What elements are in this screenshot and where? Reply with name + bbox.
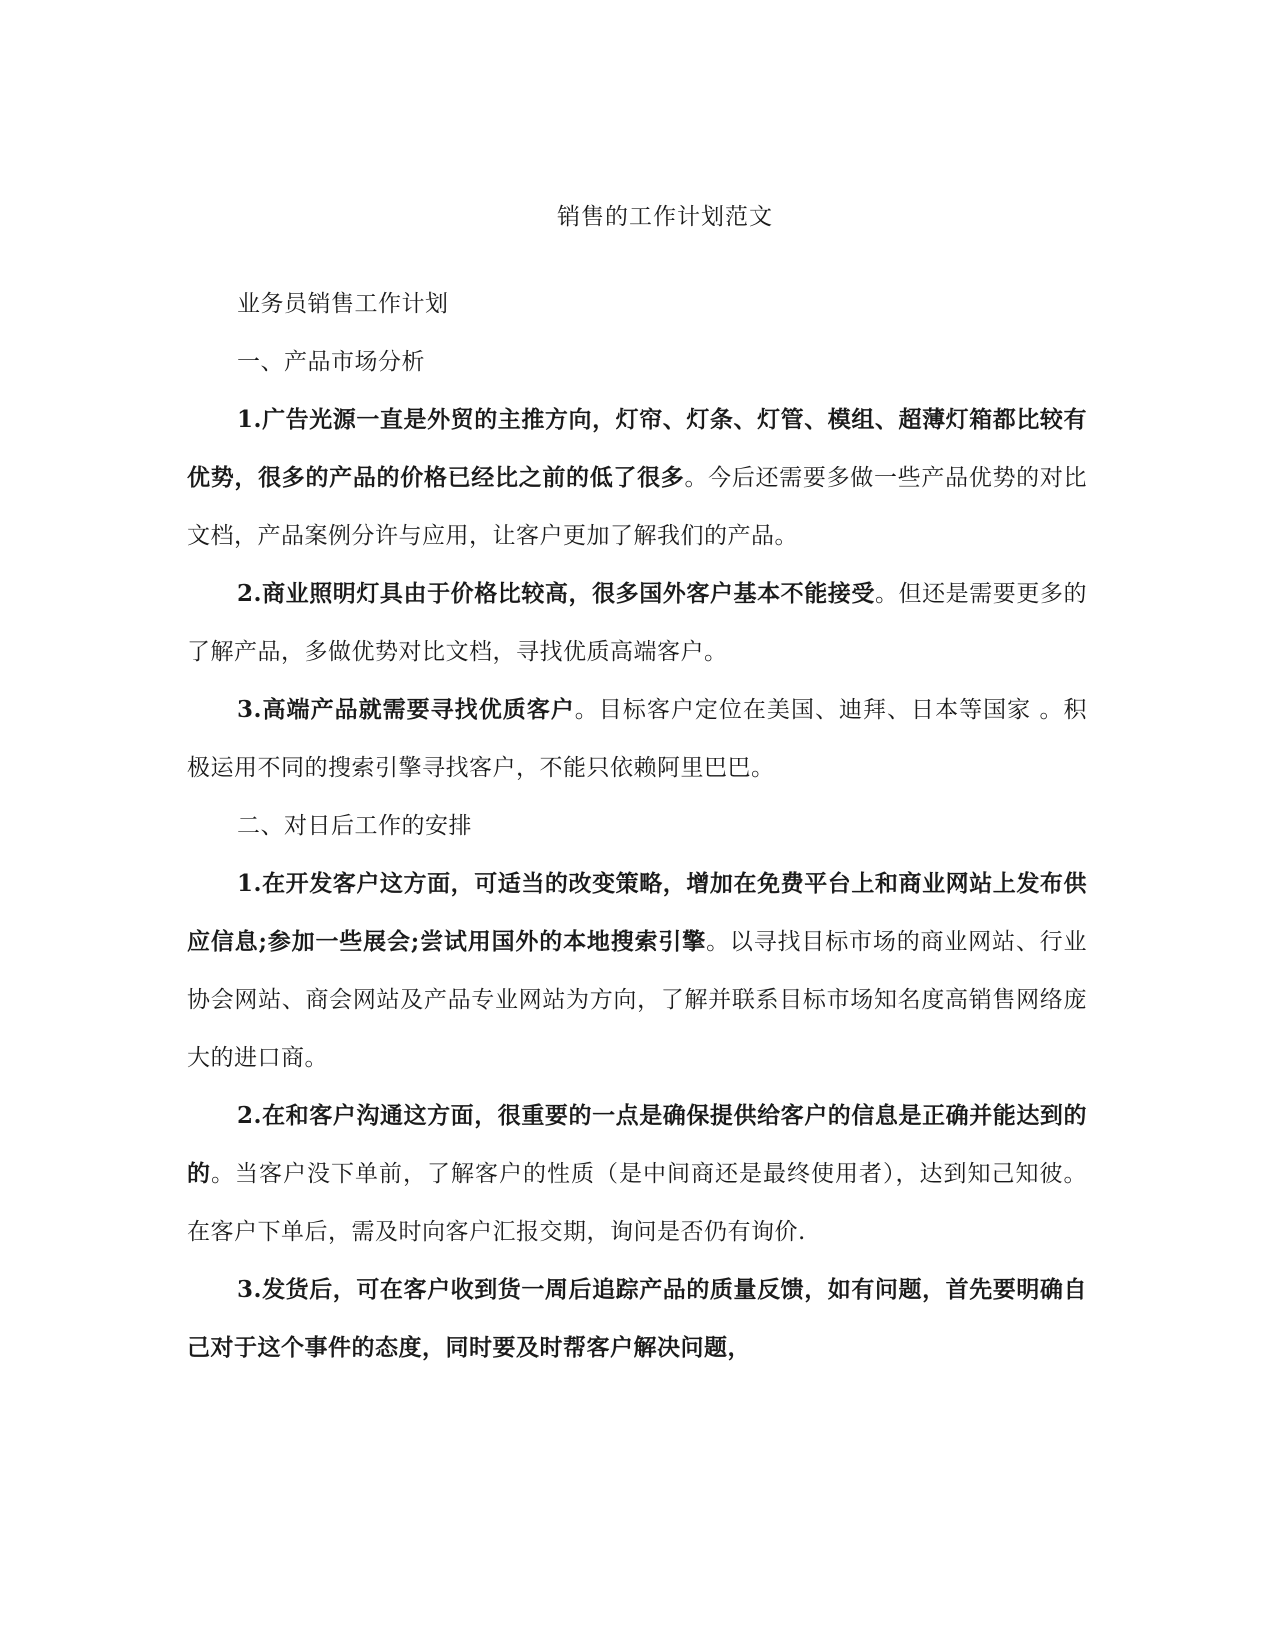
paragraph-2-text: 。但还是需要更多的了解产品，多做优势对比文档，寻找优质高端客户。 <box>187 581 1088 665</box>
paragraph-5 <box>187 1087 1087 1261</box>
section-heading-1-text: 一、产品市场分析 <box>237 349 425 375</box>
document-body <box>187 275 1087 1377</box>
paragraph-1-text: 。今后还需要多做一些产品优势的对比文档，产品案例分许与应用，让客户更加了解我们的产品。 <box>187 465 1088 549</box>
paragraph-4 <box>187 855 1087 1087</box>
paragraph-6 <box>187 1261 1087 1377</box>
paragraph-3-bold: 3.高端产品就需要寻找优质客户 <box>237 696 575 723</box>
paragraph-2 <box>187 565 1087 681</box>
section-heading-2 <box>187 797 1087 855</box>
paragraph-6-bold: 3.发货后，可在客户收到货一周后追踪产品的质量反馈，如有问题，首先要明确自己对于这个事件的态度，同时要及时帮客户解决问题， <box>187 1276 1087 1361</box>
section-heading-2-text: 二、对日后工作的安排 <box>237 813 472 839</box>
paragraph-3 <box>187 681 1087 797</box>
paragraph-4-text: 。以寻找目标市场的商业网站、行业协会网站、商会网站及产品专业网站为方向，了解并联系目标市场知名度高销售网络庞大的进口商。 <box>187 929 1088 1071</box>
paragraph-5-text: 。当客户没下单前，了解客户的性质（是中间商还是最终使用者），达到知己知彼。在客户下单后，需及时向客户汇报交期，询问是否仍有询价. <box>187 1161 1087 1245</box>
subtitle-text: 业务员销售工作计划 <box>237 291 449 317</box>
paragraph-1-bold: 1.广告光源一直是外贸的主推方向，灯帘、灯条、灯管、模组、超薄灯箱都比较有优势，很多的产品的价格已经比之前的低了很多 <box>187 406 1087 491</box>
paragraph-2-bold: 2.商业照明灯具由于价格比较高，很多国外客户基本不能接受 <box>237 580 875 607</box>
paragraph-1 <box>187 391 1087 565</box>
paragraph-3-text: 。目标客户定位在美国、迪拜、日本等国家 。积极运用不同的搜索引擎寻找客户，不能只依赖阿里巴巴。 <box>187 697 1087 781</box>
document-title: 销售的工作计划范文 <box>557 204 773 230</box>
paragraph-5-bold: 2.在和客户沟通这方面，很重要的一点是确保提供给客户的信息是正确并能达到的的 <box>187 1102 1087 1187</box>
subtitle <box>187 275 1087 333</box>
section-heading-1 <box>187 333 1087 391</box>
paragraph-4-bold: 1.在开发客户这方面，可适当的改变策略，增加在免费平台上和商业网站上发布供应信息;参加一些展会;尝试用国外的本地搜索引擎 <box>187 870 1087 955</box>
